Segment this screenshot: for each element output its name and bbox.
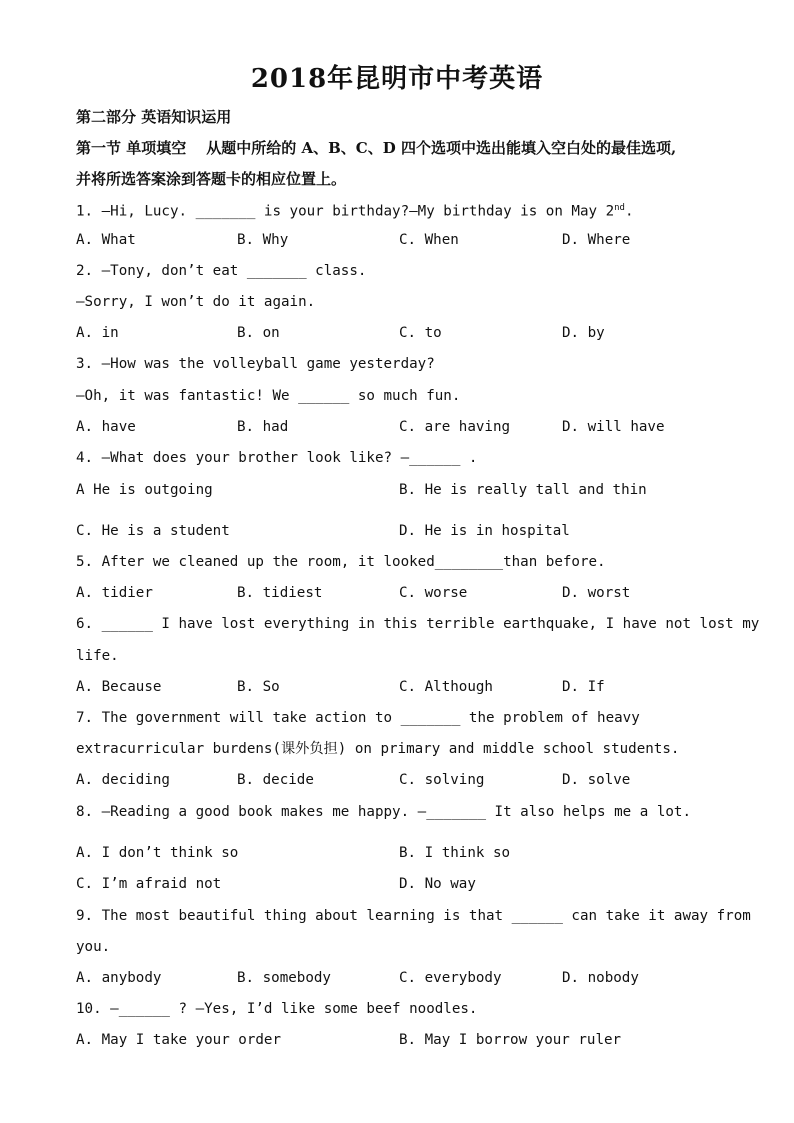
question-1-stem (76, 199, 634, 221)
question-5-option-c[interactable]: C. worse (399, 585, 468, 601)
question-4-option-a[interactable]: A He is outgoing (76, 482, 213, 498)
question-4-stem: 4. —What does your brother look like? —______ . (76, 450, 478, 466)
question-7-option-c[interactable]: C. solving (399, 772, 485, 788)
question-1-text: 1. —Hi, Lucy. _______ is your birthday?—My birthday is on May 2 (76, 203, 615, 220)
question-4-option-b[interactable]: B. He is really tall and thin (399, 482, 647, 498)
question-2-option-b[interactable]: B. on (237, 325, 280, 341)
question-10-option-b[interactable]: B. May I borrow your ruler (399, 1032, 622, 1048)
question-5-option-d[interactable]: D. worst (562, 585, 631, 601)
question-1-tail: . (624, 203, 634, 220)
question-7-stem-2: extracurricular burdens(课外负担) on primary and middle school students. (76, 741, 680, 757)
question-5-option-b[interactable]: B. tidiest (237, 585, 323, 601)
question-3-option-c[interactable]: C. are having (399, 419, 511, 435)
question-4-option-d[interactable]: D. He is in hospital (399, 523, 570, 539)
question-10-option-a[interactable]: A. May I take your order (76, 1032, 281, 1048)
question-3-option-d[interactable]: D. will have (562, 419, 665, 435)
question-1-option-a[interactable]: A. What (76, 232, 136, 248)
question-9-option-b[interactable]: B. somebody (237, 970, 331, 986)
question-6-option-b[interactable]: B. So (237, 679, 280, 695)
question-6-stem-1: 6. ______ I have lost everything in this terrible earthquake, I have not lost my (76, 616, 760, 632)
question-9-option-a[interactable]: A. anybody (76, 970, 162, 986)
question-1-sup: nd (614, 203, 625, 213)
question-8-option-d[interactable]: D. No way (399, 876, 476, 892)
question-7-option-b[interactable]: B. decide (237, 772, 314, 788)
question-6-option-c[interactable]: C. Although (399, 679, 493, 695)
question-8-option-b[interactable]: B. I think so (399, 845, 511, 861)
page-title: 2018年昆明市中考英语 (250, 64, 544, 94)
question-2-stem-1: 2. —Tony, don’t eat _______ class. (76, 263, 367, 279)
question-7-option-d[interactable]: D. solve (562, 772, 631, 788)
question-9-stem-2: you. (76, 939, 111, 955)
question-4-option-c[interactable]: C. He is a student (76, 523, 230, 539)
question-8-option-c[interactable]: C. I’m afraid not (76, 876, 222, 892)
question-3-option-a[interactable]: A. have (76, 419, 136, 435)
question-1-option-c[interactable]: C. When (399, 232, 459, 248)
question-9-option-c[interactable]: C. everybody (399, 970, 502, 986)
question-2-stem-2: —Sorry, I won’t do it again. (76, 294, 316, 310)
part-heading: 第二部分 英语知识运用 (76, 108, 232, 126)
question-5-option-a[interactable]: A. tidier (76, 585, 153, 601)
question-1-option-b[interactable]: B. Why (237, 232, 289, 248)
question-2-option-a[interactable]: A. in (76, 325, 119, 341)
question-8-option-a[interactable]: A. I don’t think so (76, 845, 239, 861)
question-6-option-d[interactable]: D. If (562, 679, 605, 695)
section-instruction-1: 从题中所给的 A、B、C、D 四个选项中选出能填入空白处的最佳选项, (206, 139, 677, 157)
question-2-option-c[interactable]: C. to (399, 325, 442, 341)
question-3-option-b[interactable]: B. had (237, 419, 289, 435)
section-instruction-2: 并将所选答案涂到答题卡的相应位置上。 (76, 170, 347, 188)
question-7-option-a[interactable]: A. deciding (76, 772, 170, 788)
question-3-stem-2: —Oh, it was fantastic! We ______ so much fun. (76, 388, 461, 404)
question-5-stem: 5. After we cleaned up the room, it looked________than before. (76, 554, 606, 570)
question-1-option-d[interactable]: D. Where (562, 232, 631, 248)
question-10-stem: 10. —______ ? —Yes, I’d like some beef noodles. (76, 1001, 478, 1017)
section-title: 第一节 单项填空 (76, 139, 187, 157)
question-7-stem-1: 7. The government will take action to _______ the problem of heavy (76, 710, 640, 726)
section-heading (76, 137, 676, 158)
question-8-stem: 8. —Reading a good book makes me happy. —_______ It also helps me a lot. (76, 804, 691, 820)
question-9-stem-1: 9. The most beautiful thing about learning is that ______ can take it away from (76, 908, 751, 924)
question-9-option-d[interactable]: D. nobody (562, 970, 639, 986)
question-2-option-d[interactable]: D. by (562, 325, 605, 341)
question-6-stem-2: life. (76, 648, 119, 664)
question-6-option-a[interactable]: A. Because (76, 679, 162, 695)
question-3-stem-1: 3. —How was the volleyball game yesterday? (76, 356, 435, 372)
